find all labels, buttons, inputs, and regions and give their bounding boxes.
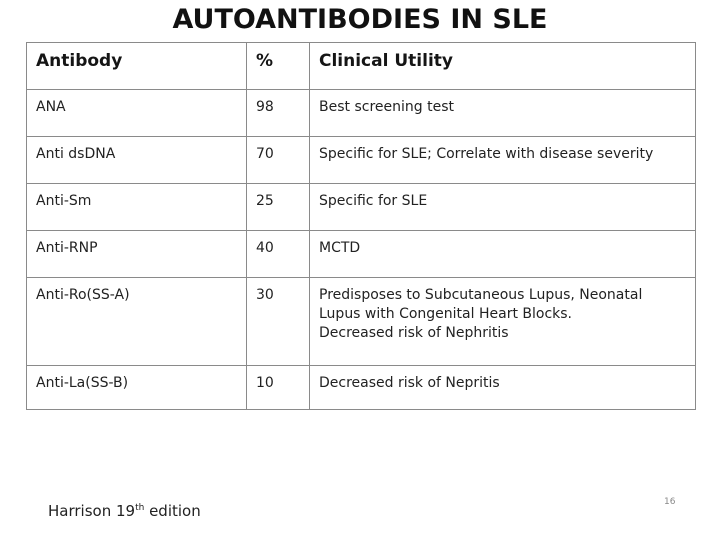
table-row	[27, 137, 696, 184]
source-superscript: th	[135, 503, 145, 513]
antibody-cell: ANA	[27, 90, 247, 137]
antibody-cell: Anti-RNP	[27, 231, 247, 278]
source-main: Harrison 19	[48, 502, 136, 520]
percent-cell: 25	[247, 184, 310, 231]
table-row	[27, 90, 696, 137]
table-row	[27, 366, 696, 410]
percent-cell: 10	[247, 366, 310, 410]
percent-cell: 98	[247, 90, 310, 137]
percent-cell: 30	[247, 278, 310, 366]
header-percent: %	[247, 43, 310, 90]
header-antibody: Antibody	[27, 43, 247, 90]
header-clinical-utility: Clinical Utility	[310, 43, 696, 90]
percent-cell: 40	[247, 231, 310, 278]
autoantibody-table	[26, 42, 696, 410]
source-citation	[48, 502, 201, 520]
table-header-row	[27, 43, 696, 90]
utility-cell: Best screening test	[310, 90, 696, 137]
utility-cell: Decreased risk of Nepritis	[310, 366, 696, 410]
utility-cell: Specific for SLE	[310, 184, 696, 231]
utility-cell: Predisposes to Subcutaneous Lupus, Neonatal Lupus with Congenital Heart Blocks. Decreased risk of Nephritis	[310, 278, 696, 366]
antibody-cell: Anti-La(SS-B)	[27, 366, 247, 410]
source-tail: edition	[144, 502, 201, 520]
utility-cell: MCTD	[310, 231, 696, 278]
table-row	[27, 184, 696, 231]
table-row	[27, 231, 696, 278]
table-row	[27, 278, 696, 366]
antibody-cell: Anti-Ro(SS-A)	[27, 278, 247, 366]
slide-title: AUTOANTIBODIES IN SLE	[172, 4, 548, 35]
antibody-cell: Anti dsDNA	[27, 137, 247, 184]
percent-cell: 70	[247, 137, 310, 184]
utility-cell: Specific for SLE; Correlate with disease severity	[310, 137, 696, 184]
page-number: 16	[664, 497, 676, 507]
antibody-cell: Anti-Sm	[27, 184, 247, 231]
